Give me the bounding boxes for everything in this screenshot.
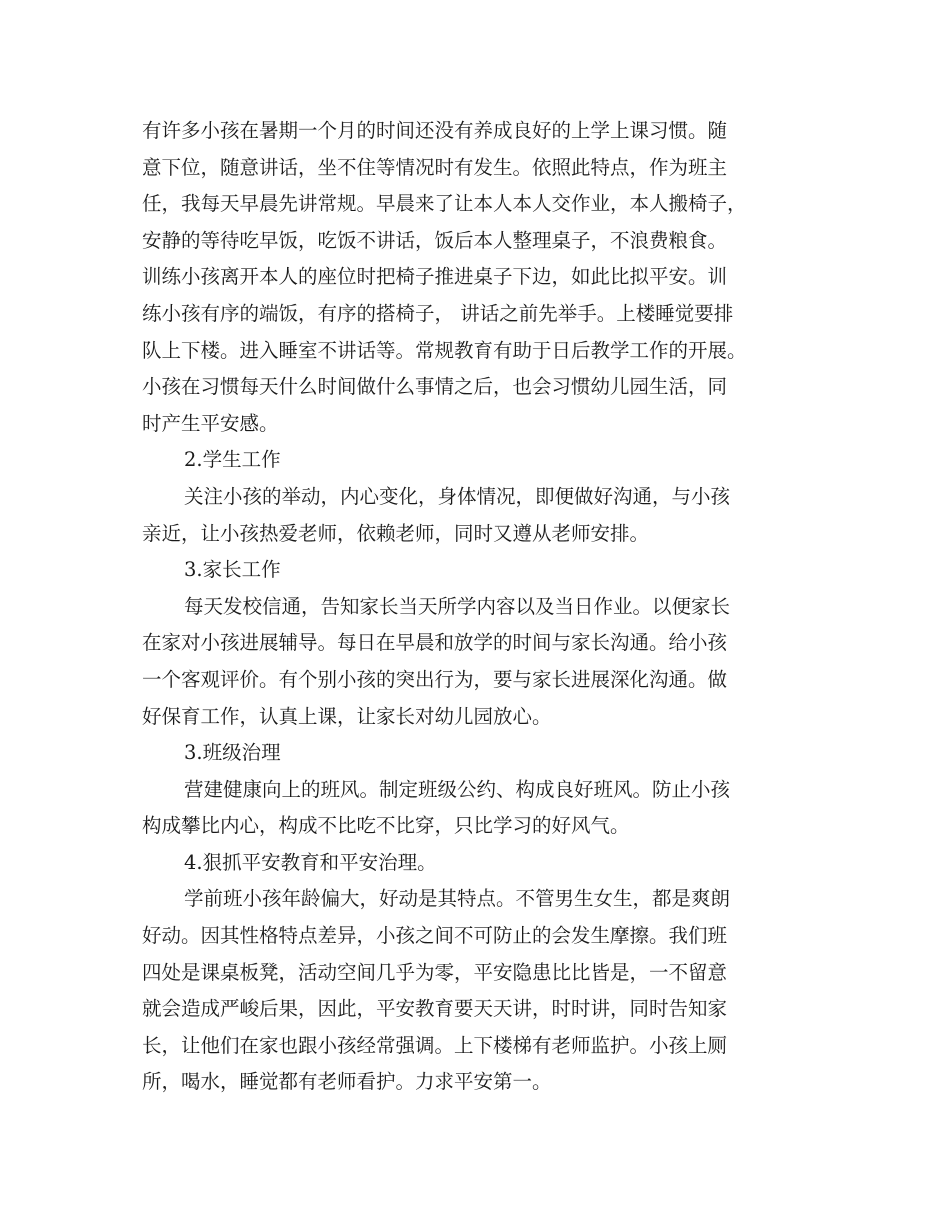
- text-line: 一个客观评价。有个别小孩的突出行为，要与家长进展深化沟通。做: [142, 667, 728, 691]
- text-line: 小孩在习惯每天什么时间做什么事情之后，也会习惯幼儿园生活，同: [142, 375, 728, 399]
- paragraph-class-management: [142, 772, 822, 845]
- text-line: 意下位，随意讲话，坐不住等情况时有发生。依照此特点，作为班主: [142, 155, 728, 179]
- section-heading-class-management: 3.班级治理: [184, 741, 281, 765]
- text-line: 任，我每天早晨先讲常规。早晨来了让本人本人交作业，本人搬椅子，: [142, 192, 747, 216]
- text-line: 所，喝水，睡觉都有老师看护。力求平安第一。: [142, 1070, 552, 1094]
- text-line: 营建健康向上的班风。制定班级公约、构成良好班风。防止小孩: [184, 777, 731, 801]
- text-line: 训练小孩离开本人的座位时把椅子推进桌子下边，如此比拟平安。训: [142, 265, 728, 289]
- text-line: 练小孩有序的端饭，有序的搭椅子， 讲话之前先举手。上楼睡觉要排: [142, 301, 734, 325]
- text-line: 时产生平安感。: [142, 411, 279, 435]
- text-line: 亲近，让小孩热爱老师，依赖老师，同时又遵从老师安排。: [142, 521, 650, 545]
- text-line: 好动。因其性格特点差异，小孩之间不可防止的会发生摩擦。我们班: [142, 924, 728, 948]
- document-body: [142, 113, 822, 1101]
- paragraph-safety-education: [142, 881, 822, 1101]
- section-heading-parent-work: 3.家长工作: [184, 558, 281, 582]
- text-line: 就会造成严峻后果，因此，平安教育要天天讲，时时讲，同时告知家: [142, 997, 728, 1021]
- text-line: 关注小孩的举动，内心变化，身体情况，即便做好沟通，与小孩: [184, 484, 731, 508]
- text-line: 构成攀比内心，构成不比吃不比穿，只比学习的好风气。: [142, 814, 630, 838]
- text-line: 四处是课桌板凳，活动空间几乎为零，平安隐患比比皆是，一不留意: [142, 960, 728, 984]
- paragraph-routine-habits: [142, 113, 822, 442]
- paragraph-parent-work: [142, 589, 822, 735]
- text-line: 安静的等待吃早饭，吃饭不讲话，饭后本人整理桌子，不浪费粮食。: [142, 228, 728, 252]
- section-heading-student-work: 2.学生工作: [184, 448, 281, 472]
- section-heading-safety-education: 4.狠抓平安教育和平安治理。: [184, 850, 437, 874]
- text-line: 队上下楼。进入睡室不讲话等。常规教育有助于日后教学工作的开展。: [142, 338, 747, 362]
- text-line: 每天发校信通，告知家长当天所学内容以及当日作业。以便家长: [184, 594, 731, 618]
- text-line: 有许多小孩在暑期一个月的时间还没有养成良好的上学上课习惯。随: [142, 119, 728, 142]
- paragraph-student-work: [142, 479, 822, 552]
- text-line: 学前班小孩年龄偏大，好动是其特点。不管男生女生，都是爽朗: [184, 887, 731, 911]
- text-line: 在家对小孩进展辅导。每日在早晨和放学的时间与家长沟通。给小孩: [142, 631, 728, 655]
- text-line: 长，让他们在家也跟小孩经常强调。上下楼梯有老师监护。小孩上厕: [142, 1033, 728, 1057]
- text-line: 好保育工作，认真上课，让家长对幼儿园放心。: [142, 704, 552, 728]
